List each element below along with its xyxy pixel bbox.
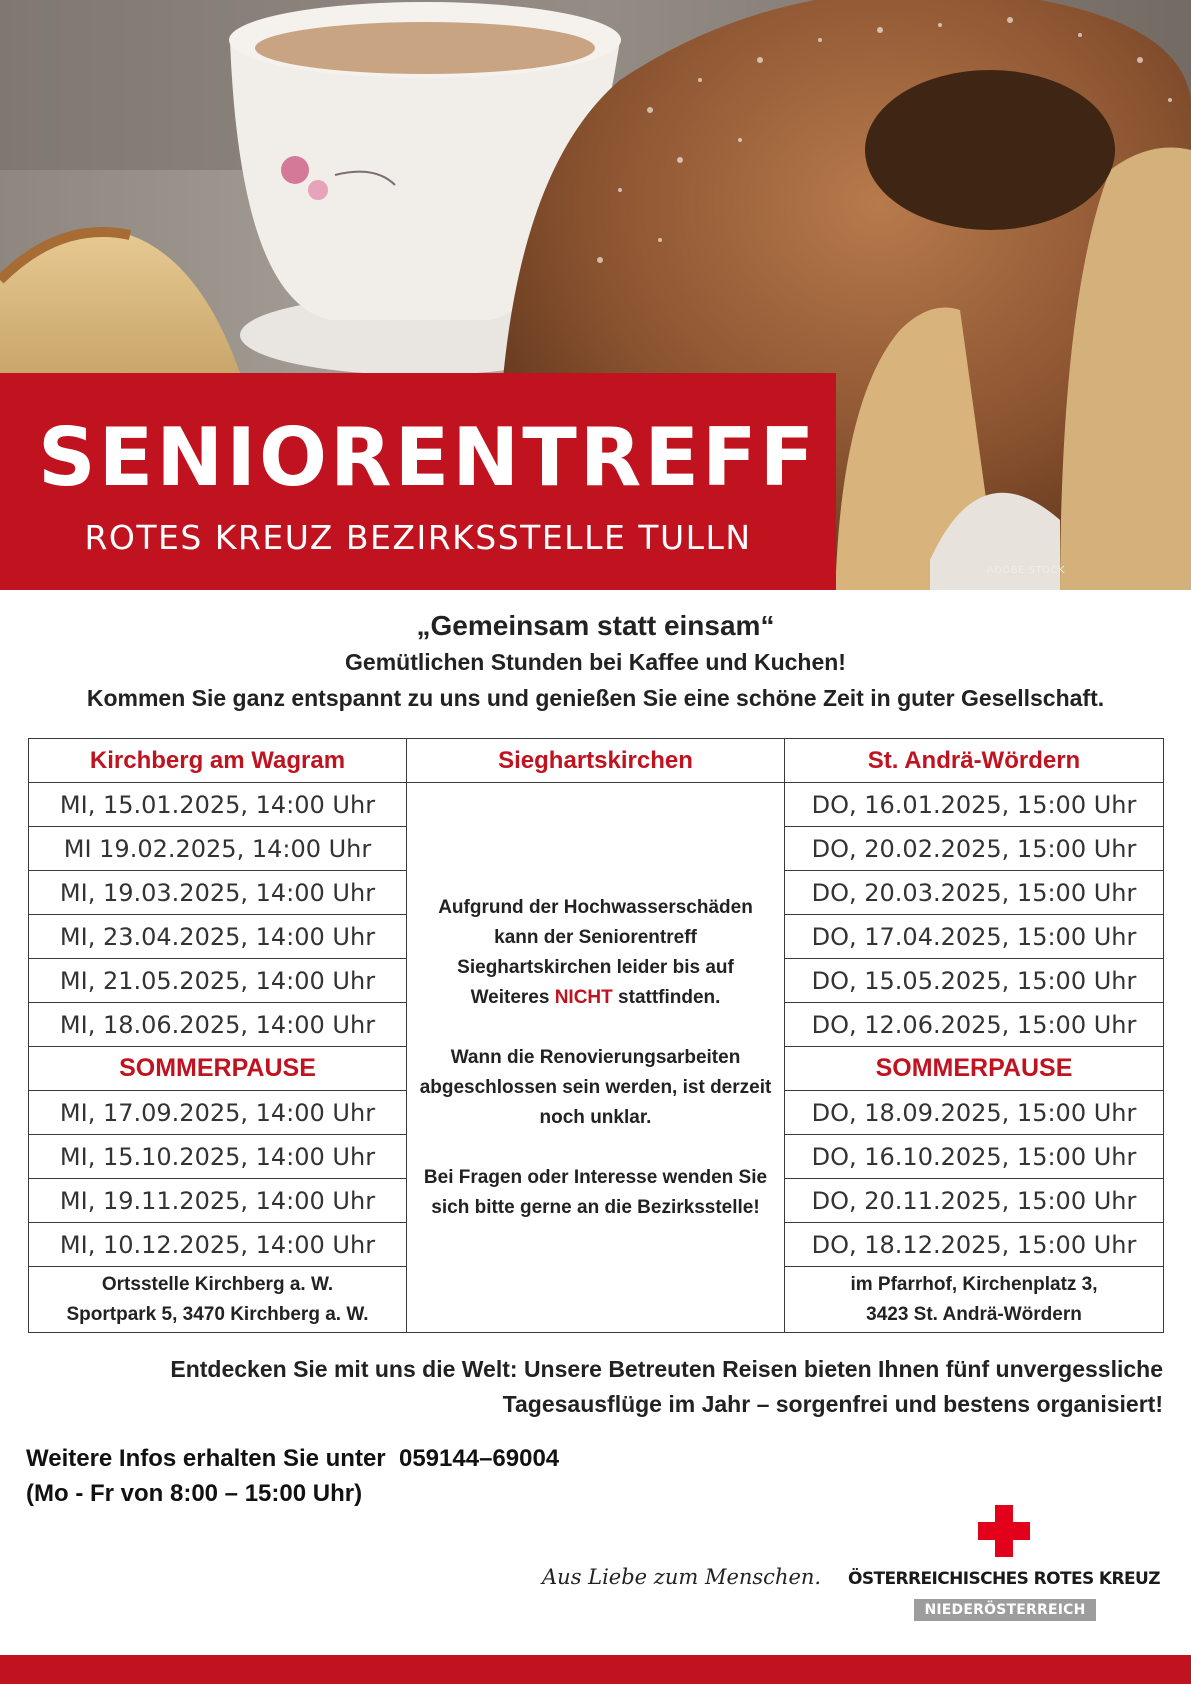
kirchberg-date: MI, 15.10.2025, 14:00 Uhr: [29, 1135, 407, 1179]
kirchberg-address-line-2: Sportpark 5, 3470 Kirchberg a. W.: [66, 1303, 369, 1325]
kirchberg-date: MI, 10.12.2025, 14:00 Uhr: [29, 1223, 407, 1267]
page-subtitle: ROTES KREUZ BEZIRKSSTELLE TULLN: [84, 518, 752, 557]
notice-paragraph-2: Wann die Renovierungsarbeiten abgeschlossen sein werden, ist derzeit noch unklar.: [419, 1046, 772, 1128]
table-header-row: [29, 739, 1164, 783]
notice-paragraph-3: Bei Fragen oder Interesse wenden Sie sich bitte gerne an die Bezirksstelle!: [423, 1166, 768, 1218]
table-row: [29, 783, 1164, 827]
organization-region: NIEDERÖSTERREICH: [914, 1599, 1096, 1621]
slogan: „Gemeinsam statt einsam“: [416, 610, 775, 641]
notice-highlight: NICHT: [554, 986, 613, 1008]
column-header-kirchberg: Kirchberg am Wagram: [29, 739, 407, 783]
kirchberg-date: MI 19.02.2025, 14:00 Uhr: [29, 827, 407, 871]
sieghartskirchen-notice: [407, 783, 785, 1333]
kirchberg-date: MI, 17.09.2025, 14:00 Uhr: [29, 1091, 407, 1135]
andrae-date: DO, 20.03.2025, 15:00 Uhr: [785, 871, 1164, 915]
red-cross-icon: [978, 1505, 1030, 1557]
travel-line-1: Entdecken Sie mit uns die Welt: Unsere Betreuten Reisen bieten Ihnen fünf unvergessliche: [170, 1356, 1163, 1382]
andrae-date: DO, 18.12.2025, 15:00 Uhr: [785, 1223, 1164, 1267]
contact-hours: (Mo - Fr von 8:00 – 15:00 Uhr): [26, 1480, 363, 1507]
kirchberg-date: MI, 15.01.2025, 14:00 Uhr: [29, 783, 407, 827]
kirchberg-address-line-1: Ortsstelle Kirchberg a. W.: [101, 1273, 334, 1295]
kirchberg-date: MI, 21.05.2025, 14:00 Uhr: [29, 959, 407, 1003]
andrae-address-line-2: 3423 St. Andrä-Wördern: [866, 1303, 1082, 1325]
intro-line-1: Gemütlichen Stunden bei Kaffee und Kuchen!: [345, 649, 846, 675]
andrae-date: DO, 18.09.2025, 15:00 Uhr: [785, 1091, 1164, 1135]
organization-name: ÖSTERREICHISCHES ROTES KREUZ: [848, 1569, 1160, 1589]
intro-line-2: Kommen Sie ganz entspannt zu uns und genießen Sie eine schöne Zeit in guter Gesellschaft.: [86, 685, 1105, 711]
andrae-date: DO, 20.02.2025, 15:00 Uhr: [785, 827, 1164, 871]
kirchberg-summer-break: SOMMERPAUSE: [29, 1047, 407, 1091]
page-title: SENIORENTREFF: [38, 411, 818, 504]
kirchberg-date: MI, 18.06.2025, 14:00 Uhr: [29, 1003, 407, 1047]
andrae-date: DO, 16.01.2025, 15:00 Uhr: [785, 783, 1164, 827]
notice-paragraph-1: Aufgrund der Hochwasserschäden kann der Seniorentreff Sieghartskirchen leider bis auf Weiteres NICHT stattfinden.: [438, 896, 753, 1008]
contact-phone: Weitere Infos erhalten Sie unter 059144–69004: [26, 1445, 560, 1472]
andrae-date: DO, 17.04.2025, 15:00 Uhr: [785, 915, 1164, 959]
andrae-date: DO, 20.11.2025, 15:00 Uhr: [785, 1179, 1164, 1223]
travel-offer: [33, 1352, 1163, 1422]
andrae-date: DO, 16.10.2025, 15:00 Uhr: [785, 1135, 1164, 1179]
kirchberg-date: MI, 23.04.2025, 14:00 Uhr: [29, 915, 407, 959]
schedule-table: [28, 738, 1164, 1333]
kirchberg-date: MI, 19.11.2025, 14:00 Uhr: [29, 1179, 407, 1223]
andrae-date: DO, 12.06.2025, 15:00 Uhr: [785, 1003, 1164, 1047]
column-header-sieghartskirchen: Sieghartskirchen: [407, 739, 785, 783]
andrae-date: DO, 15.05.2025, 15:00 Uhr: [785, 959, 1164, 1003]
andrae-address-line-1: im Pfarrhof, Kirchenplatz 3,: [850, 1273, 1098, 1295]
intro-text: [0, 608, 1191, 716]
photo-credit: ADOBE STOCK: [986, 565, 1065, 576]
andrae-address: [785, 1267, 1164, 1333]
travel-line-2: Tagesausflüge im Jahr – sorgenfrei und bestens organisiert!: [502, 1391, 1163, 1417]
column-header-st-andrae: St. Andrä-Wördern: [785, 739, 1164, 783]
footer-bar: [0, 1655, 1191, 1684]
contact-info: [26, 1441, 726, 1511]
kirchberg-date: MI, 19.03.2025, 14:00 Uhr: [29, 871, 407, 915]
motto-signature: Aus Liebe zum Menschen.: [542, 1565, 822, 1589]
andrae-summer-break: SOMMERPAUSE: [785, 1047, 1164, 1091]
kirchberg-address: [29, 1267, 407, 1333]
